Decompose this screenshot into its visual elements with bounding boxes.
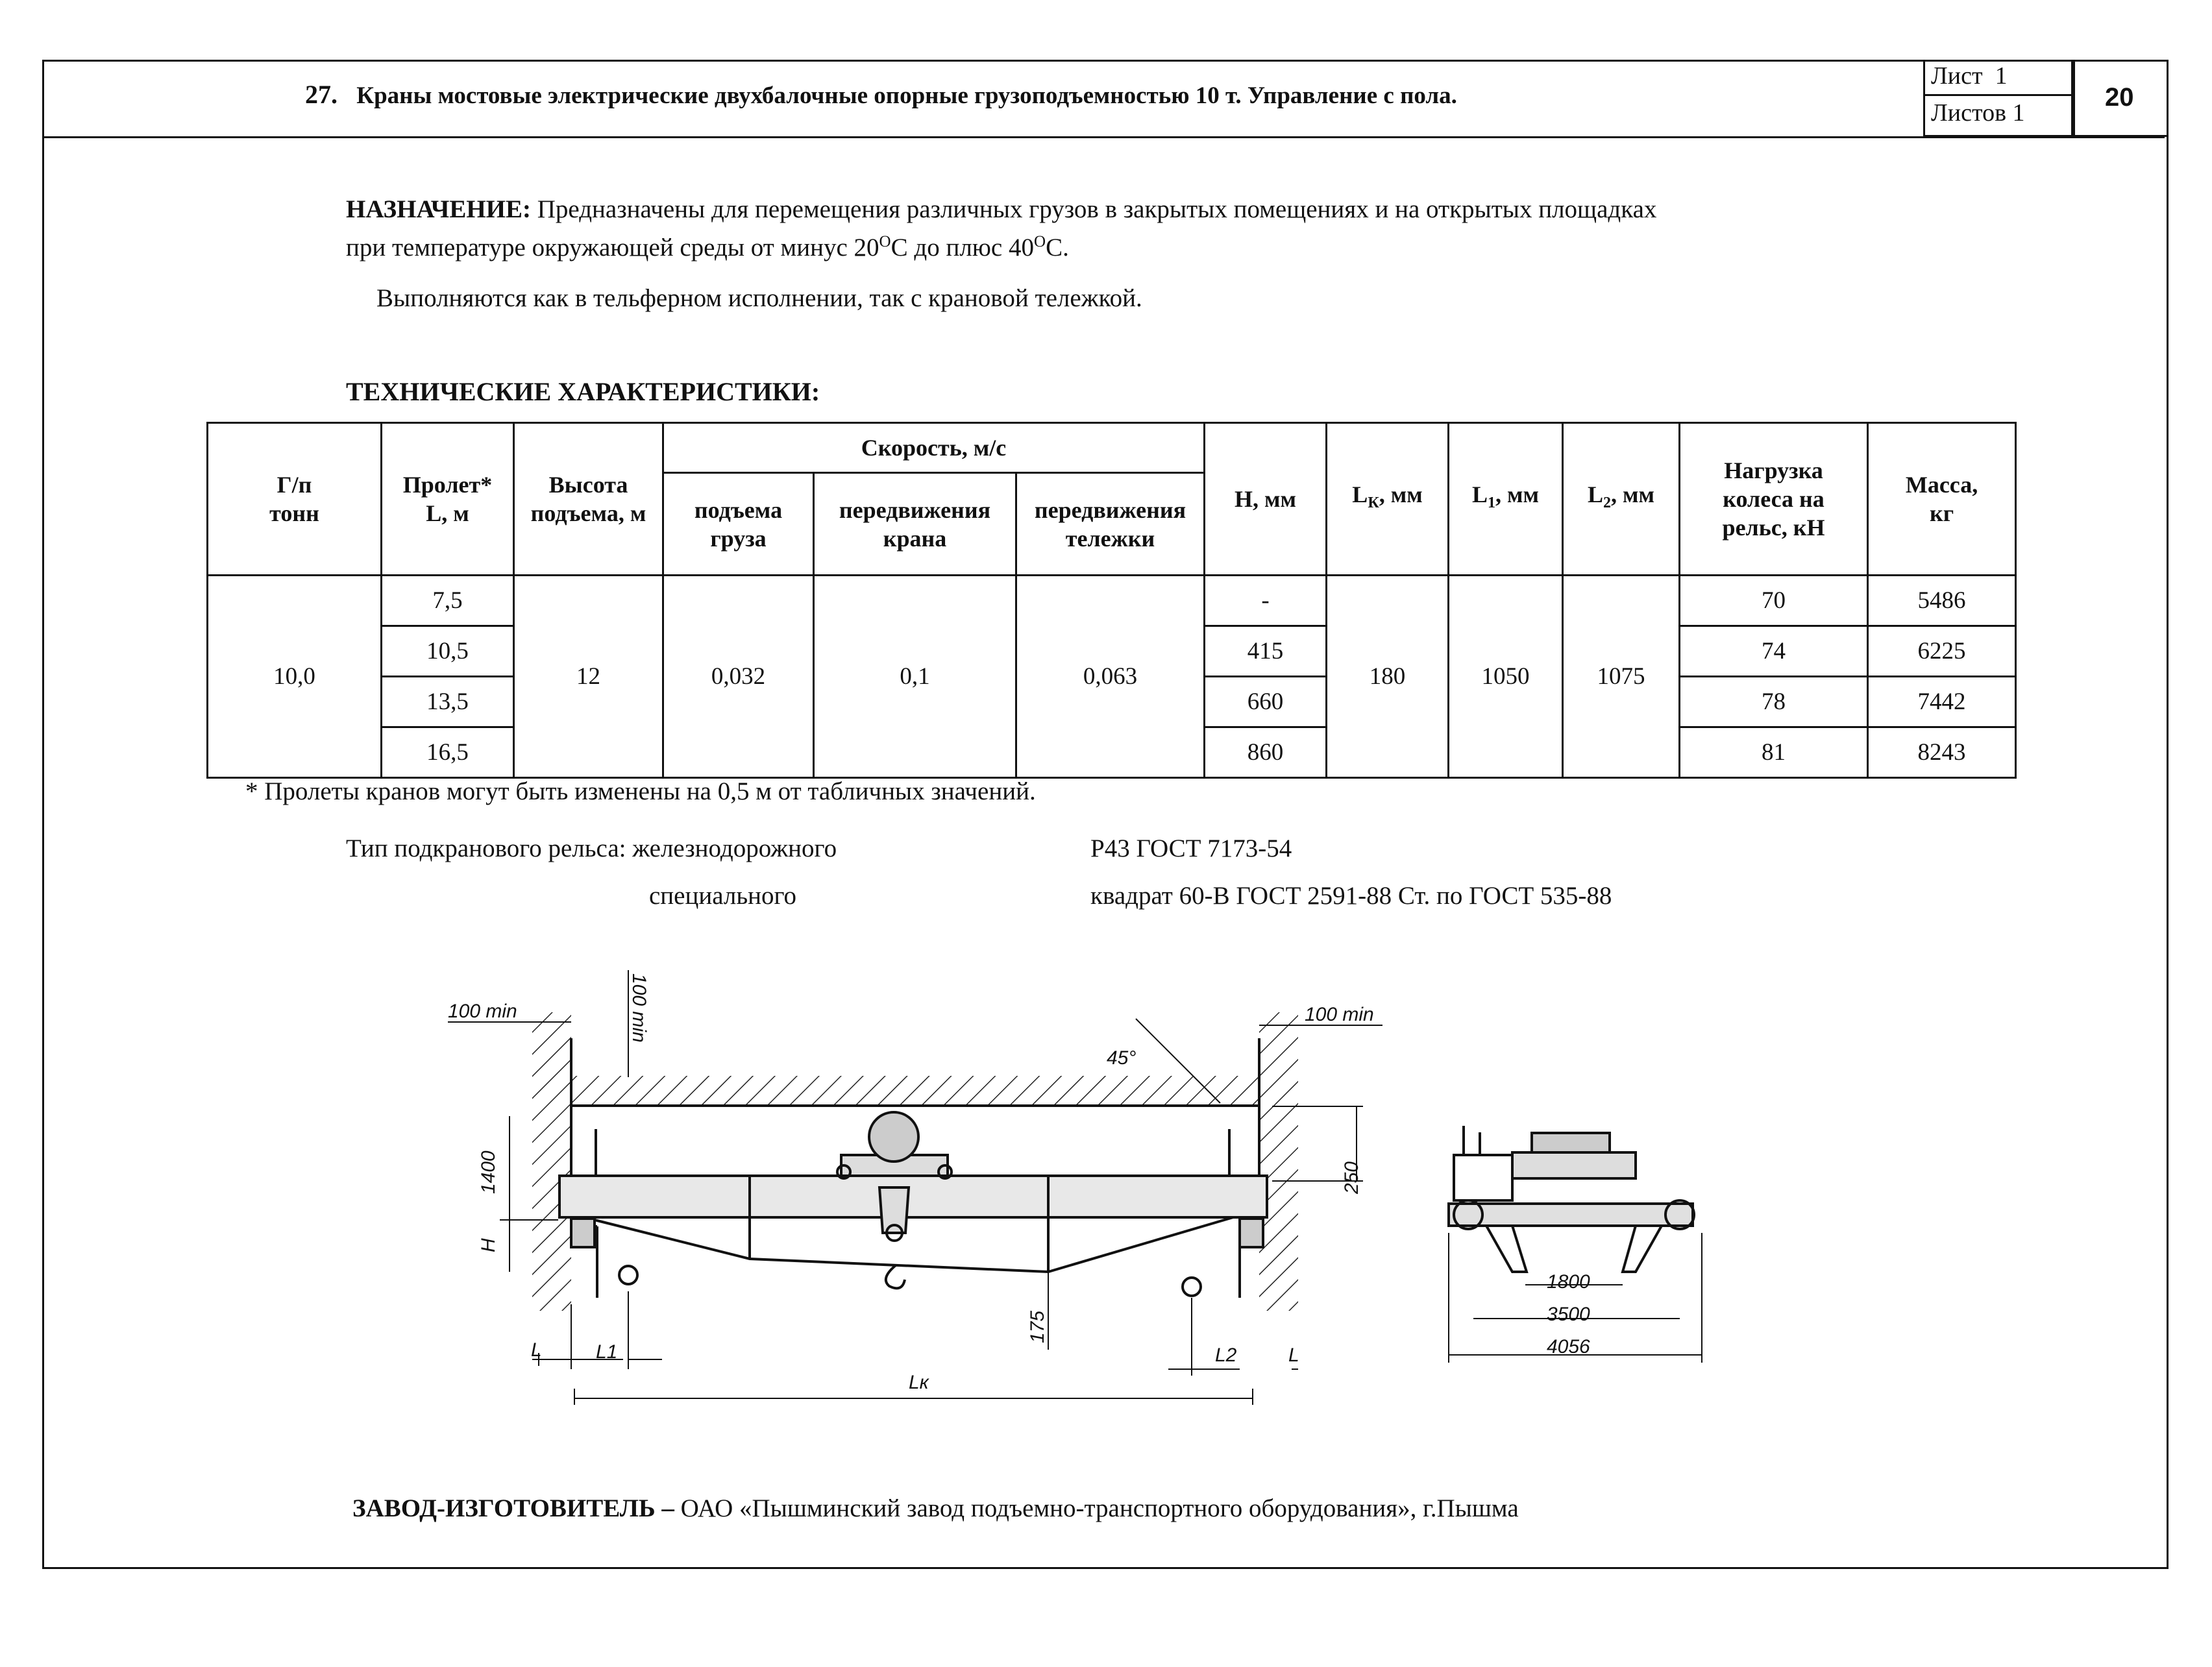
cell-h: - [1205,576,1327,626]
col-mass-header: Масса, кг [1868,423,2016,576]
rail-value: Р43 ГОСТ 7173-54 [1090,834,1292,862]
sheets-label: Листов 1 [1931,99,2025,127]
dim-L-left: L [531,1339,542,1361]
col-h-header: H, мм [1205,423,1327,576]
col-speed-crane-header: передвижения крана [814,473,1016,576]
cell-mass: 8243 [1868,727,2016,778]
dim-H: H [478,1238,499,1252]
col-speed-header: Скорость, м/с [663,423,1205,473]
left-rail [571,1219,595,1247]
left-wall-hatch [532,1012,571,1311]
col-lift-height-header: Высота подъема, м [514,423,663,576]
title-number: 27. [305,80,338,109]
hook [886,1265,905,1288]
rail-special-label: специального [649,882,797,910]
dim-Lk: Lк [909,1372,929,1393]
ceiling-hatch [571,1076,1259,1106]
manufacturer-line [352,1492,1519,1525]
tech-heading: ТЕХНИЧЕСКИЕ ХАРАКТЕРИСТИКИ: [346,377,820,406]
rail-label: Тип подкранового рельса: железнодорожного [346,834,837,862]
cell-capacity: 10,0 [208,576,382,778]
execution-text: Выполняются как в тельферном исполнении, так с крановой тележкой. [376,284,1142,312]
dim-45: 45° [1107,1047,1137,1069]
cell-mass: 5486 [1868,576,2016,626]
rail-special-value: квадрат 60-В ГОСТ 2591-88 Ст. по ГОСТ 535-88 [1090,882,1612,910]
cell-span: 10,5 [382,626,514,677]
table-footnote: * Пролеты кранов могут быть изменены на 0,5 м от табличных значений. [245,777,1036,805]
col-speed-trolley-header: передвижения тележки [1016,473,1205,576]
cell-wheel-load: 70 [1680,576,1868,626]
cell-speed-crane: 0,1 [814,576,1016,778]
dim-100min-left: 100 min [448,1001,517,1022]
col-lk-header: $L_К$, мм [1327,423,1449,576]
cell-l2: 1075 [1563,576,1680,778]
cell-wheel-load: 78 [1680,677,1868,727]
dim-1800: 1800 [1547,1271,1590,1293]
cell-h: 415 [1205,626,1327,677]
dim-4056: 4056 [1547,1336,1590,1357]
title-text: Краны мостовые электрические двухбалочные опорные грузоподъемностью 10 т. Управление с пола. [356,82,1457,109]
degree-sup-2: О [1034,233,1046,250]
purpose-text-2b: С до плюс 40 [891,234,1034,262]
col-l1-header: $L_1$, мм [1449,423,1563,576]
purpose-label: НАЗНАЧЕНИЕ: [346,195,531,223]
dim-L1: L1 [596,1341,618,1363]
cell-l1: 1050 [1449,576,1563,778]
manufacturer-label: ЗАВОД-ИЗГОТОВИТЕЛЬ – [352,1494,674,1522]
cell-wheel-load: 74 [1680,626,1868,677]
col-speed-lift-header: подъема груза [663,473,814,576]
col-wheel-load-header: Нагрузка колеса на рельс, кН [1680,423,1868,576]
cell-span: 16,5 [382,727,514,778]
cell-h: 860 [1205,727,1327,778]
right-wall-hatch [1259,1012,1298,1311]
col-capacity-header: Г/п тонн [208,423,382,576]
cell-h: 660 [1205,677,1327,727]
cell-speed-lift: 0,032 [663,576,814,778]
cell-span: 13,5 [382,677,514,727]
dim-L2: L2 [1215,1345,1237,1366]
page-number: 20 [2105,83,2134,112]
dim-175: 175 [1027,1310,1048,1343]
manufacturer-text: ОАО «Пышминский завод подъемно-транспортного оборудования», г.Пышма [674,1494,1519,1522]
cell-lk: 180 [1327,576,1449,778]
cell-speed-trolley: 0,063 [1016,576,1205,778]
dim-L-right: L [1288,1345,1299,1366]
col-span-header: Пролет* L, м [382,423,514,576]
col-l2-header: $L_2$, мм [1563,423,1680,576]
dim-250: 250 [1341,1161,1362,1194]
right-rail [1240,1219,1263,1247]
end-view-drawing [1449,1126,1702,1363]
sheet-label: Лист 1 [1931,62,2008,90]
dim-100min-right: 100 min [1305,1004,1374,1025]
cell-span: 7,5 [382,576,514,626]
cell-mass: 7442 [1868,677,2016,727]
degree-sup-1: О [879,233,891,250]
dim-1400: 1400 [478,1150,499,1194]
purpose-text-2a: при температуре окружающей среды от минус 20 [346,234,879,262]
cell-mass: 6225 [1868,626,2016,677]
hoist-drum [869,1112,918,1162]
dim-3500: 3500 [1547,1304,1590,1325]
purpose-text-1: Предназначены для перемещения различных грузов в закрытых помещениях и на открытых площадках [531,195,1657,223]
bridge-girder [559,1176,1267,1217]
cell-lift-height: 12 [514,576,663,778]
dim-100min-top: 100 min [628,973,650,1043]
cell-wheel-load: 81 [1680,727,1868,778]
purpose-text-2c: С. [1046,234,1069,262]
